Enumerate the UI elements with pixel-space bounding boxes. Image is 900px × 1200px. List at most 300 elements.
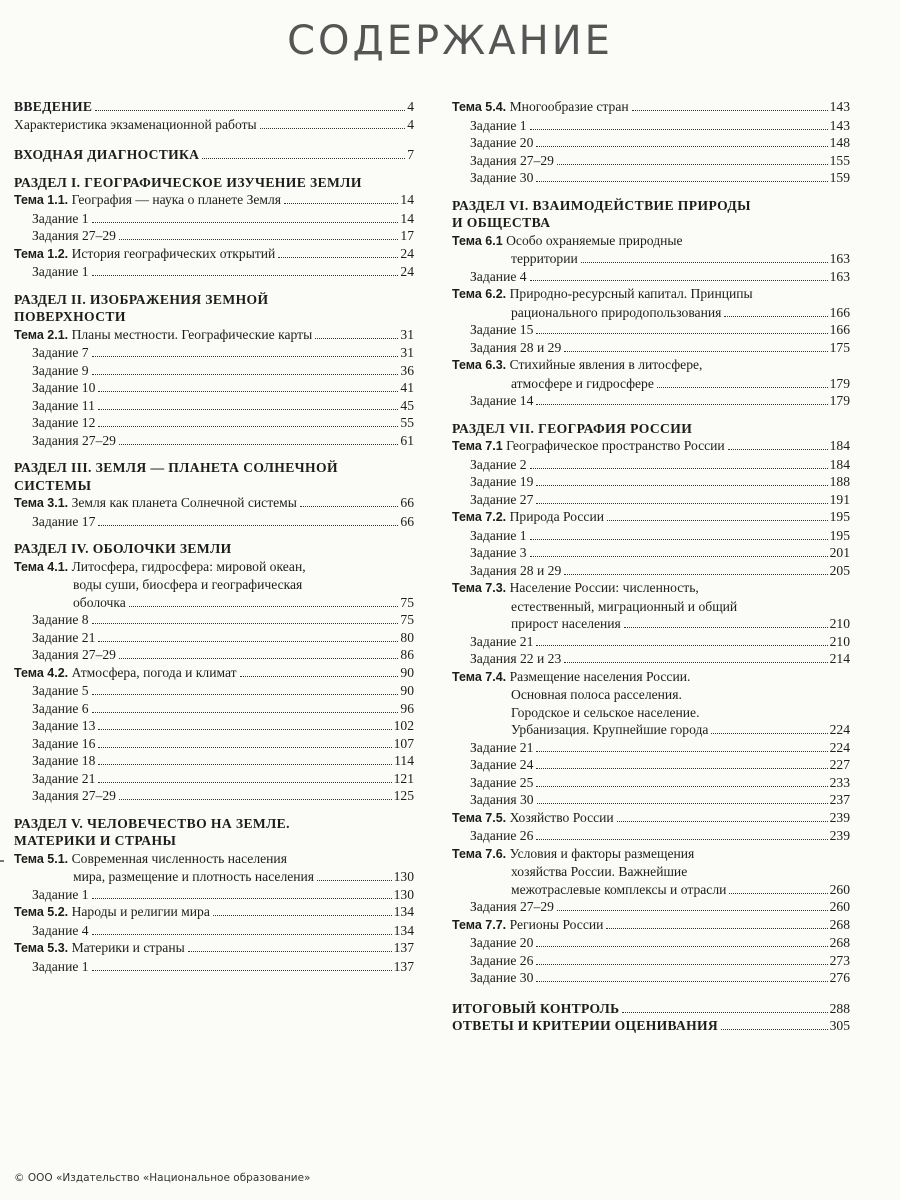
entry-text: Материки и страны [71,940,185,955]
dot-leader [284,203,398,204]
section-header [452,420,850,438]
edge-mark [0,860,4,862]
task-entry [452,791,850,809]
entry-text: Литосфера, гидросфера: мировой океан, [71,558,306,574]
topic-number: Тема 3.1. [14,496,69,510]
task-entry [452,739,850,757]
task-entry [14,611,414,629]
entry-label [32,227,116,245]
entry-continuation: воды суши, биосфера и географическая [73,577,303,592]
entry-label [14,191,281,210]
dot-leader [729,893,827,894]
entry-continuation [452,615,850,633]
dot-leader [95,110,405,111]
page-number: 148 [829,135,850,150]
dot-leader [537,803,828,804]
section-header-line: ПОВЕРХНОСТИ [14,309,126,324]
dot-leader [536,503,827,504]
dot-leader [536,751,827,752]
toc-entry [14,116,414,134]
task-entry [14,700,414,718]
page-number: 36 [400,362,414,378]
task-entry [452,169,850,187]
page-number: 191 [829,491,850,507]
topic-number: Тема 7.3. [452,581,507,595]
task-entry [452,934,850,952]
topic-number: Тема 7.2. [452,510,507,524]
dot-leader [92,623,399,624]
entry-text: Задание 11 [32,397,95,413]
page-number: 61 [400,432,414,448]
page-number: 45 [400,397,414,413]
entry-label [32,770,95,788]
page-number: 7 [407,147,414,162]
entry-label [470,562,561,580]
page-number: 14 [400,192,414,207]
entry-label [470,969,533,987]
dot-leader [536,964,827,965]
topic-entry [14,558,414,577]
dot-leader [564,662,827,663]
dot-leader [632,110,828,111]
entry-label [470,456,527,474]
page-number: 17 [400,228,414,243]
page-number: 24 [400,264,414,279]
entry-text: Задание 30 [470,170,534,185]
section-header-line: РАЗДЕЛ II. ИЗОБРАЖЕНИЯ ЗЕМНОЙ [14,291,269,307]
dot-leader [129,606,399,607]
entry-label [32,513,95,531]
task-entry [452,527,850,545]
spacer [452,987,850,1000]
entry-text: Многообразие стран [509,99,629,114]
page-number: 288 [829,1000,850,1016]
entry-continuation: естественный, миграционный и общий [511,598,738,614]
entry-label [32,432,116,450]
entry-text: Атмосфера, погода и климат [71,664,237,680]
entry-text: Задания 27–29 [32,432,116,448]
task-entry [452,898,850,916]
section-header-line: СИСТЕМЫ [14,477,92,493]
entry-label [452,809,614,828]
entry-label [452,508,604,527]
page-number: 179 [829,375,850,391]
page-number: 75 [400,594,414,610]
topic-number: Тема 1.1. [14,193,69,207]
page-number: 268 [829,916,850,932]
entry-label [32,682,89,700]
entry-label [14,98,92,116]
dot-leader [617,821,828,822]
page-number: 214 [829,651,850,666]
page-number: 130 [393,886,414,902]
page-number: 227 [829,757,850,772]
entry-text: Земля как планета Солнечной системы [71,495,297,510]
dot-leader [260,128,406,129]
task-entry [452,774,850,792]
section-header-line: РАЗДЕЛ I. ГЕОГРАФИЧЕСКОЕ ИЗУЧЕНИЕ ЗЕМЛИ [14,174,362,190]
dot-leader [557,910,828,911]
task-entry [452,633,850,651]
task-entry [452,152,850,170]
section-header-line: РАЗДЕЛ VI. ВЗАИМОДЕЙСТВИЕ ПРИРОДЫ [452,197,751,213]
task-entry [14,344,414,362]
dot-leader [98,729,391,730]
topic-number: Тема 5.2. [14,905,69,919]
topic-entry [452,285,850,304]
entry-text: Задание 17 [32,513,96,529]
topic-entry [452,356,850,375]
dot-leader [317,880,392,881]
entry-label [452,98,629,117]
entry-label [32,958,89,976]
entry-text: Задания 28 и 29 [470,339,562,355]
topic-number: Тема 1.2. [14,246,69,261]
toc-main-entry [14,146,414,164]
entry-text: Задание 21 [470,633,534,649]
page-number: 159 [829,170,850,185]
task-entry [452,268,850,286]
section-header [14,815,414,850]
dot-leader [724,316,827,317]
entry-text: Задание 24 [470,757,534,772]
entry-text: ВВЕДЕНИЕ [14,99,93,114]
dot-leader [119,444,398,445]
dot-leader [98,747,391,748]
entry-text: Задание 18 [32,753,96,768]
page-number: 114 [394,753,414,768]
entry-text: Задание 13 [32,718,96,733]
page-number: 305 [829,1018,850,1033]
entry-text: Задание 7 [32,345,89,360]
page-number: 86 [400,647,414,662]
entry-continuation [14,594,414,612]
entry-continuation: хозяйства России. Важнейшие [511,864,688,879]
entry-text: Задание 30 [470,970,534,985]
dot-leader [622,1012,827,1013]
entry-label [470,473,533,491]
page-number: 121 [393,770,414,786]
task-entry [452,969,850,987]
page-number: 155 [829,152,850,168]
page-number: 137 [393,940,414,955]
page-number: 224 [829,739,850,755]
topic-number: Тема 4.1. [14,559,69,574]
page-number: 260 [829,899,850,914]
dot-leader [530,129,828,130]
dot-leader [536,146,827,147]
entry-text: Условия и факторы размещения [509,845,695,861]
page-number: 130 [393,869,414,884]
task-entry [452,321,850,339]
entry-label [470,339,561,357]
entry-text: Географическое пространство России [506,438,725,453]
dot-leader [536,404,827,405]
section-header-line: РАЗДЕЛ VII. ГЕОГРАФИЯ РОССИИ [452,420,693,436]
entry-label [452,916,603,935]
page-number: 102 [393,718,414,733]
topic-entry [452,809,850,828]
task-entry [452,544,850,562]
entry-label [470,739,533,757]
page-title: СОДЕРЖАНИЕ [287,18,613,64]
task-entry [14,886,414,904]
page-number: 4 [407,99,414,114]
task-entry [14,787,414,805]
topic-number: Тема 2.1. [14,327,69,342]
task-entry [14,958,414,976]
page-number: 268 [829,935,850,950]
dot-leader [557,164,828,165]
page-number: 107 [393,735,414,751]
entry-text: Задание 21 [32,629,96,645]
page-number: 184 [829,438,850,453]
page-number: 134 [393,922,414,938]
entry-text: прирост населения [511,616,621,631]
entry-label [32,752,95,770]
entry-label [32,362,89,380]
page-number: 134 [393,904,414,919]
entry-label [452,1017,718,1035]
page-number: 75 [400,612,414,627]
task-entry [452,952,850,970]
entry-text: Хозяйство России [509,809,614,825]
page-number: 276 [829,970,850,985]
dot-leader [119,799,392,800]
page-number: 66 [400,513,414,529]
entry-label [32,787,116,805]
topic-entry [452,98,850,117]
dot-leader [657,387,828,388]
dot-leader [536,181,827,182]
entry-label [14,245,275,264]
entry-label [32,397,95,415]
topic-number: Тема 5.4. [452,100,507,114]
dot-leader [92,712,399,713]
task-entry [452,562,850,580]
entry-label [32,922,89,940]
page-number: 41 [400,380,414,395]
entry-label [32,717,95,735]
entry-text: Задания 27–29 [32,228,116,243]
page-number: 166 [829,304,850,320]
entry-label [470,491,533,509]
entry-text: Природно-ресурсный капитал. Принципы [509,286,753,301]
page-number: 166 [829,322,850,337]
dot-leader [98,782,391,783]
entry-label [32,379,95,397]
entry-label [73,868,314,886]
entry-text: рационального природопользования [511,304,722,320]
entry-text: мира, размещение и плотность населения [73,869,315,884]
topic-number: Тема 7.4. [452,669,507,684]
dot-leader [92,694,399,695]
topic-number: Тема 7.7. [452,917,507,932]
topic-number: Тема 7.6. [452,846,507,861]
entry-text: Задание 9 [32,362,89,378]
section-header-line: РАЗДЕЛ III. ЗЕМЛЯ — ПЛАНЕТА СОЛНЕЧНОЙ [14,460,338,475]
task-entry [14,646,414,664]
page-number: 237 [829,792,850,807]
task-entry [452,756,850,774]
entry-text: ВХОДНАЯ ДИАГНОСТИКА [14,147,200,162]
task-entry [452,339,850,357]
entry-label [470,117,527,135]
dot-leader [536,786,827,787]
dot-leader [536,645,827,646]
page-number: 175 [829,339,850,355]
entry-label [14,494,297,513]
dot-leader [728,449,828,450]
entry-label [32,263,89,281]
task-entry [14,263,414,281]
entry-text: Урбанизация. Крупнейшие города [511,722,709,737]
entry-text: Задание 4 [470,268,527,284]
section-header-line: И ОБЩЕСТВА [452,215,551,230]
entry-label [14,664,237,683]
entry-label [470,952,533,970]
task-entry [452,473,850,491]
section-header [14,540,414,558]
publisher-footer: © ООО «Издательство «Национальное образование» [14,1172,311,1184]
entry-text: Задания 28 и 29 [470,562,562,578]
entry-text: Задание 1 [470,117,527,133]
entry-text: География — наука о планете Земля [71,192,282,207]
task-entry [14,414,414,432]
entry-label [470,898,554,916]
entry-text: Характеристика экзаменационной работы [14,116,257,132]
entry-label [452,437,725,456]
entry-continuation [452,881,850,899]
entry-label [470,774,533,792]
section-header [14,174,414,192]
entry-text: Задание 2 [470,456,527,472]
dot-leader [119,658,398,659]
topic-entry [14,903,414,922]
entry-text: Особо охраняемые природные [506,232,683,248]
dot-leader [98,764,392,765]
entry-text: Задания 27–29 [470,152,554,168]
dot-leader [92,374,399,375]
entry-label [32,210,89,228]
topic-entry [14,494,414,513]
page-number: 224 [829,722,850,737]
entry-text: ОТВЕТЫ И КРИТЕРИИ ОЦЕНИВАНИЯ [452,1018,719,1033]
entry-text: Задания 30 [470,792,534,807]
topic-number: Тема 6.1 [452,233,503,248]
dot-leader [188,951,392,952]
task-entry [452,827,850,845]
page-number: 210 [829,633,850,649]
entry-text: Стихийные явления в литосфере, [509,357,703,372]
entry-continuation: Городское и сельское население. [511,704,700,720]
dot-leader [92,898,392,899]
dot-leader [98,409,399,410]
entry-label [32,700,89,718]
dot-leader [213,915,392,916]
page-number: 195 [829,509,850,524]
task-entry [14,432,414,450]
topic-entry [14,939,414,958]
dot-leader [536,333,827,334]
topic-number: Тема 4.2. [14,665,69,680]
section-header [14,291,414,326]
topic-entry [14,191,414,210]
topic-entry [452,508,850,527]
entry-label [73,594,126,612]
page-number: 31 [400,345,414,360]
dot-leader [624,627,828,628]
entry-label [470,756,533,774]
entry-text: Задание 5 [32,683,89,698]
topic-number: Тема 6.3. [452,358,507,372]
task-entry [14,227,414,245]
page-number: 143 [829,99,850,114]
task-entry [14,735,414,753]
page-number: 205 [829,562,850,578]
topic-number: Тема 7.1 [452,439,503,453]
toc-column-right [452,98,850,1035]
task-entry [14,513,414,531]
section-header [14,459,414,494]
entry-text: Задание 16 [32,735,96,751]
dot-leader [92,356,399,357]
page-number: 239 [829,809,850,825]
entry-text: Планы местности. Географические карты [71,326,313,342]
entry-text: Задания 22 и 23 [470,651,562,666]
dot-leader [98,426,398,427]
section-header-line: МАТЕРИКИ И СТРАНЫ [14,833,177,848]
dot-leader [98,641,398,642]
section-header-line: РАЗДЕЛ IV. ОБОЛОЧКИ ЗЕМЛИ [14,541,232,556]
topic-entry [14,245,414,264]
entry-label [14,326,312,345]
page-number: 80 [400,629,414,645]
page-number: 179 [829,393,850,408]
entry-label [452,1000,619,1018]
entry-text: оболочка [73,594,126,610]
entry-text: Задание 27 [470,491,534,507]
page-number: 273 [829,952,850,968]
dot-leader [530,556,828,557]
entry-text: Регионы России [509,916,604,932]
entry-text: Задание 1 [32,264,89,279]
entry-text: Задание 10 [32,380,96,395]
toc-main-entry [452,1017,850,1035]
entry-label [470,169,533,187]
entry-label [511,721,708,739]
dot-leader [92,934,392,935]
dot-leader [119,239,398,240]
entry-text: Задания 27–29 [32,647,116,662]
dot-leader [530,280,828,281]
entry-text: ИТОГОВЫЙ КОНТРОЛЬ [452,1000,620,1016]
toc-main-entry [452,1000,850,1018]
entry-label [32,886,89,904]
topic-number: Тема 7.5. [452,810,507,825]
topic-entry [452,232,850,251]
topic-entry [14,326,414,345]
page-number: 90 [400,683,414,698]
task-entry [14,362,414,380]
page-number: 125 [393,788,414,803]
dot-leader [530,468,828,469]
toc-column-left [14,98,414,975]
dot-leader [607,520,828,521]
entry-label [470,527,527,545]
dot-leader [564,351,827,352]
entry-text: История географических открытий [71,245,276,261]
